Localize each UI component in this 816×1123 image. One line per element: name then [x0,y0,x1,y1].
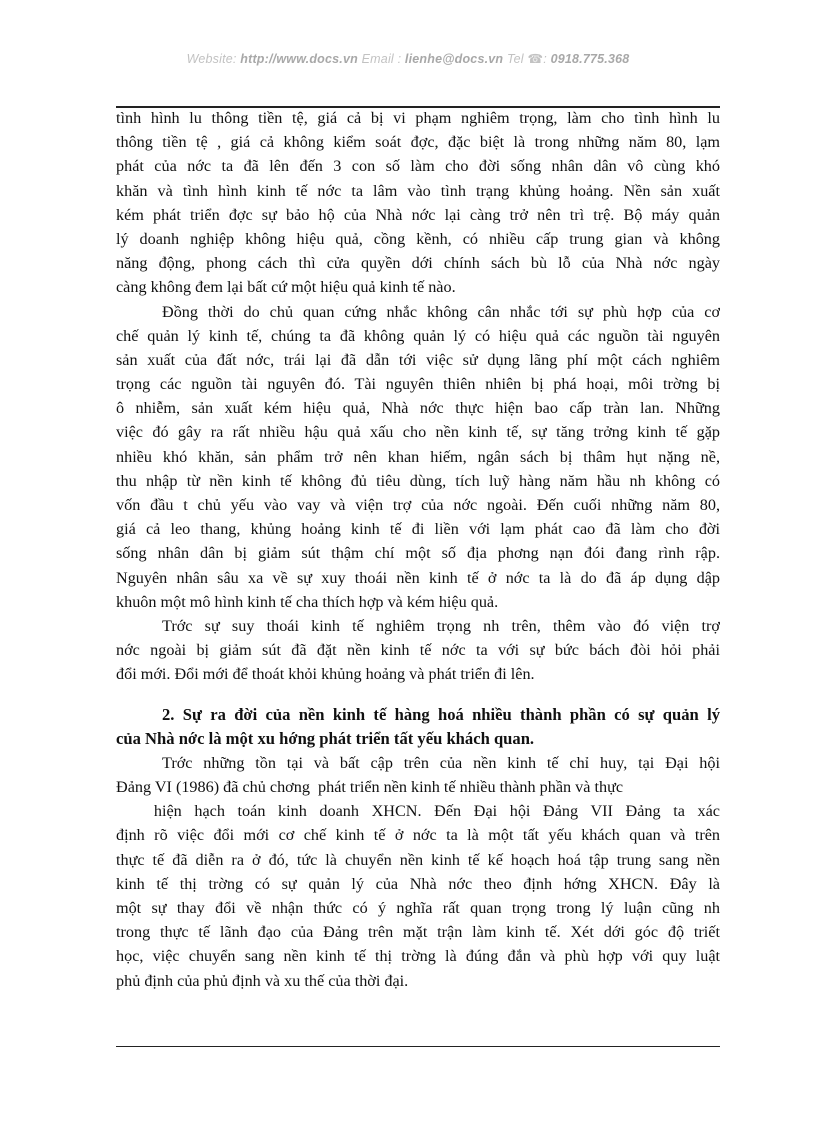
text-line: trong thực tế lãnh đạo của Đảng trên mặt trận làm kinh tế. Xét dới góc độ triết [116,923,720,942]
text-line: Trớc sự suy thoái kinh tế nghiêm trọng nh trên, thêm vào đó viện trợ [162,616,720,635]
text-line: càng không đem lại bất cứ một hiệu quả kinh tế nào. [116,278,456,297]
text-line: nhiều khó khăn, sản phẩm trở nên khan hiếm, ngân sách bị thâm hụt nặng nề, [116,447,720,466]
text-line: trọng các nguồn tài nguyên đó. Tài nguyên thiên nhiên bị phá hoại, môi trờng bị [116,375,720,394]
paragraph-3 [116,614,720,687]
paragraph-2 [116,300,720,614]
phone-number: 0918.775.368 [550,52,630,66]
text-line: khăn và tình hình kinh tế nớc ta lâm vào tình trạng khủng hoảng. Nền sản xuất [116,181,720,200]
text-line: đổi mới. Đổi mới để thoát khỏi khủng hoảng và phát triển đi lên. [116,665,535,684]
document-body [116,106,720,993]
phone-label: Tel ☎: [503,52,551,66]
text-line: kinh tế thị trờng có sự quản lý của Nhà nớc theo định hớng XHCN. Đây là [116,874,720,893]
text-line: một sự thay đổi về nhận thức có ý nghĩa rất quan trọng trong lý luận cũng nh [116,899,720,917]
text-line: giá cả leo thang, khủng hoảng kinh tế đi liền với lạm phát cao đã làm cho đời [116,520,720,539]
text-line: Trớc những tồn tại và bất cập trên của nền kinh tế chỉ huy, tại Đại hội [162,753,720,772]
heading-line: 2. Sự ra đời của nền kinh tế hàng hoá nhiều thành phần có sự quản lý [162,704,720,724]
text-line: tình hình lu thông tiền tệ, giá cả bị vi phạm nghiêm trọng, làm cho tình hình lu [116,109,720,127]
text-line: phủ định của phủ định và xu thế của thời đại. [116,971,409,990]
email-link[interactable]: lienhe@docs.vn [404,52,504,66]
bottom-divider [116,1046,720,1047]
text-line: chế quản lý kinh tế, chúng ta đã không quản lý có hiệu quả các nguồn tài nguyên [116,326,720,345]
text-line: sống nhân dân bị giảm sút thậm chí một số địa phơng nạn đói đang rình rập. [116,544,720,563]
heading-line: của Nhà nớc là một xu hớng phát triển tất yếu khách quan. [116,728,535,748]
text-line: phát của nớc ta đã lên đến 3 con số làm cho đời sống nhân dân vô cùng khó [116,157,720,176]
section-heading [116,703,720,751]
text-line: khuôn một mô hình kinh tế cha thích hợp và kém hiệu quả. [116,592,499,611]
text-line: thông tiền tệ , giá cả không kiểm soát đợc, đặc biệt là trong những năm 80, lạm [116,133,720,152]
text-line: lý doanh nghiệp không hiệu quả, cồng kềnh, có nhiều cấp trung gian và không [116,229,720,248]
text-line: nớc ngoài bị giảm sút đã đặt nền kinh tế nớc ta với sự bức bách đòi hỏi phải [116,641,720,660]
website-label: Website: [186,52,241,66]
text-line: Đảng VI (1986) đã chủ chơng phát triển nền kinh tế nhiều thành phần và thực [116,778,624,797]
text-line: năng động, phong cách thì cửa quyền dới chính sách bù lỗ của Nhà nớc ngày [116,254,720,273]
text-line: định rõ việc đổi mới cơ chế kinh tế ở nớc ta là một tất yếu khách quan và trên [116,826,720,845]
paragraph-4 [116,751,720,993]
text-line: Nguyên nhân sâu xa về sự xuy thoái nền kinh tế ở nớc ta là do đã áp dụng dập [116,568,720,587]
text-line: kém phát triển đợc sự bảo hộ của Nhà nớc lại càng trở nên trì trệ. Bộ máy quản [116,205,720,224]
text-line: Đồng thời do chủ quan cứng nhắc không cân nhắc tới sự phù hợp của cơ [162,302,720,321]
email-label: Email : [357,52,405,66]
text-line: sản xuất của đất nớc, trái lại đã dẫn tới việc sử dụng lãng phí một cách nghiêm [116,350,720,369]
page-header [0,51,816,66]
text-line: hiện hạch toán kinh doanh XHCN. Đến Đại hội Đảng VII Đảng ta xác [116,802,720,821]
text-line: việc đó gây ra rất nhiều hậu quả xấu cho nền kinh tế, sự tăng trởng kinh tế gặp [116,423,720,442]
text-line: thu nhập từ nền kinh tế không đủ tiêu dùng, tích luỹ hàng năm hầu nh không có [116,471,720,490]
text-line: học, việc chuyển sang nền kinh tế thị trờng là đúng đắn và phù hợp với quy luật [116,947,720,966]
text-line: thực tế đã diễn ra ở đó, tức là chuyển nền kinh tế kế hoạch hoá tập trung sang nền [116,850,720,869]
text-line: vốn đầu t chủ yếu vào vay và viện trợ của nớc ngoài. Đến cuối những năm 80, [116,496,720,514]
text-line: ô nhiễm, sản xuất kém hiệu quả, Nhà nớc thực hiện bao cấp tràn lan. Những [116,399,720,418]
section-gap [116,687,720,703]
website-link[interactable]: http://www.docs.vn [240,52,358,66]
paragraph-1 [116,106,720,300]
